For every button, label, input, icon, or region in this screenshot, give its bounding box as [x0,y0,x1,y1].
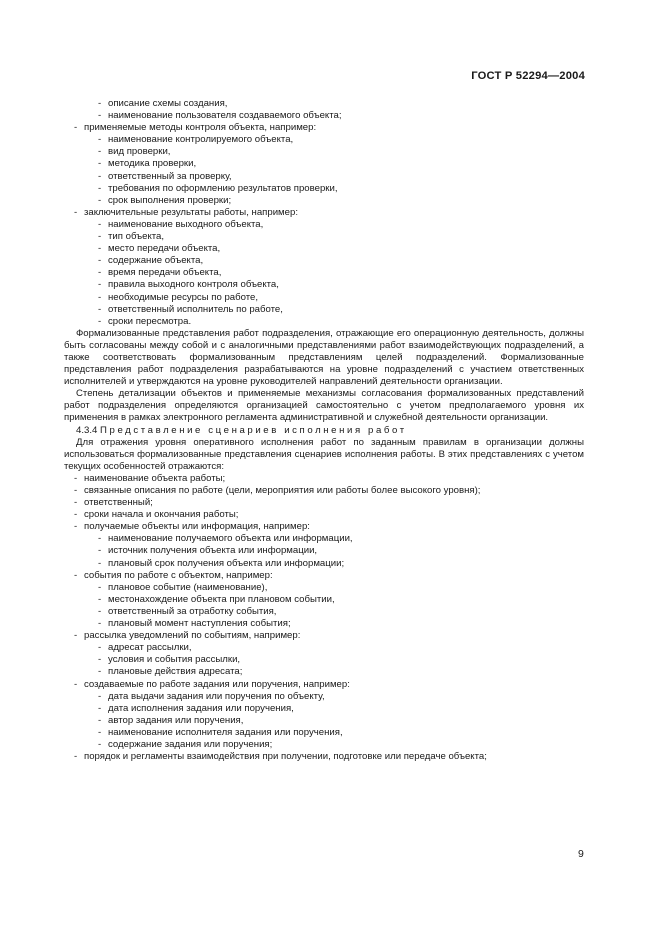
sub-list-item: - наименование получаемого объекта или информации, [64,533,584,545]
paragraph: Степень детализации объектов и применяемые механизмы согласования формализованных представлений работ подразделения определяются организацией самостоятельно с учетом предполагаемого уровня их применения в рамках электронного регламента административной и служебной деятельности организации. [64,388,584,424]
sub-list-item: - ответственный за отработку события, [64,606,584,618]
sub-list-item: - автор задания или поручения, [64,715,584,727]
sub-list-item: - ответственный за проверку, [64,171,584,183]
sub-list-item: - условия и события рассылки, [64,654,584,666]
list-item: - связанные описания по работе (цели, мероприятия или работы более высокого уровня); [64,485,584,497]
document-body [64,98,584,763]
section-heading [64,425,584,437]
sub-list-item: - дата выдачи задания или поручения по объекту, [64,691,584,703]
sub-list-item: - местонахождение объекта при плановом событии, [64,594,584,606]
sub-list-item: - содержание задания или поручения; [64,739,584,751]
sub-list-item: - методика проверки, [64,158,584,170]
list-item: - создаваемые по работе задания или поручения, например: [64,679,584,691]
list-item: - рассылка уведомлений по событиям, например: [64,630,584,642]
sub-list-item: - плановый момент наступления события; [64,618,584,630]
sub-list-item: - дата исполнения задания или поручения, [64,703,584,715]
sub-list-item: - правила выходного контроля объекта, [64,279,584,291]
sub-list-item: - описание схемы создания, [64,98,584,110]
sub-list-item: - адресат рассылки, [64,642,584,654]
list-item: - порядок и регламенты взаимодействия при получении, подготовке или передаче объекта; [64,751,584,763]
sub-list-item: - требования по оформлению результатов проверки, [64,183,584,195]
sub-list-item: - место передачи объекта, [64,243,584,255]
list-item: - ответственный; [64,497,584,509]
sub-list-item: - тип объекта, [64,231,584,243]
list-item: - получаемые объекты или информация, например: [64,521,584,533]
sub-list-item: - вид проверки, [64,146,584,158]
sub-list-item: - содержание объекта, [64,255,584,267]
section-number: 4.3.4 [76,424,98,436]
sub-list-item: - наименование исполнителя задания или поручения, [64,727,584,739]
sub-list-item: - наименование контролируемого объекта, [64,134,584,146]
paragraph: Для отражения уровня оперативного исполнения работ по заданным правилам в организации должны использоваться формализованные представления сценариев исполнения работы. В этих представлениях с учетом текущих особенностей отражаются: [64,436,584,472]
list-item: - наименование объекта работы; [64,473,584,485]
page-number: 9 [578,848,584,860]
sub-list-item: - время передачи объекта, [64,267,584,279]
sub-list-item: - срок выполнения проверки; [64,195,584,207]
sub-list-item: - сроки пересмотра. [64,316,584,328]
sub-list-item: - необходимые ресурсы по работе, [64,292,584,304]
sub-list-item: - ответственный исполнитель по работе, [64,304,584,316]
sub-list-item: - наименование пользователя создаваемого объекта; [64,110,584,122]
sub-list-item: - плановое событие (наименование), [64,582,584,594]
sub-list-item: - плановые действия адресата; [64,666,584,678]
list-item: - применяемые методы контроля объекта, например: [64,122,584,134]
list-item: - заключительные результаты работы, например: [64,207,584,219]
section-title: Представление сценариев исполнения работ [100,424,407,436]
sub-list-item: - источник получения объекта или информации, [64,545,584,557]
list-item: - события по работе с объектом, например: [64,570,584,582]
document-header: ГОСТ Р 52294—2004 [471,70,585,82]
sub-list-item: - плановый срок получения объекта или информации; [64,558,584,570]
sub-list-item: - наименование выходного объекта, [64,219,584,231]
paragraph: Формализованные представления работ подразделения, отражающие его операционную деятельность, должны быть согласованы между собой и с аналогичными представлениями работ взаимодействующих подразделений, а также соответствовать формализованным представлениям целей подразделений. Формализованные представления работ подразделения разрабатываются на уровне подразделений с участием ответственных исполнителей и утверждаются на уровне руководителей направлений деятельности организации. [64,327,584,388]
list-item: - сроки начала и окончания работы; [64,509,584,521]
